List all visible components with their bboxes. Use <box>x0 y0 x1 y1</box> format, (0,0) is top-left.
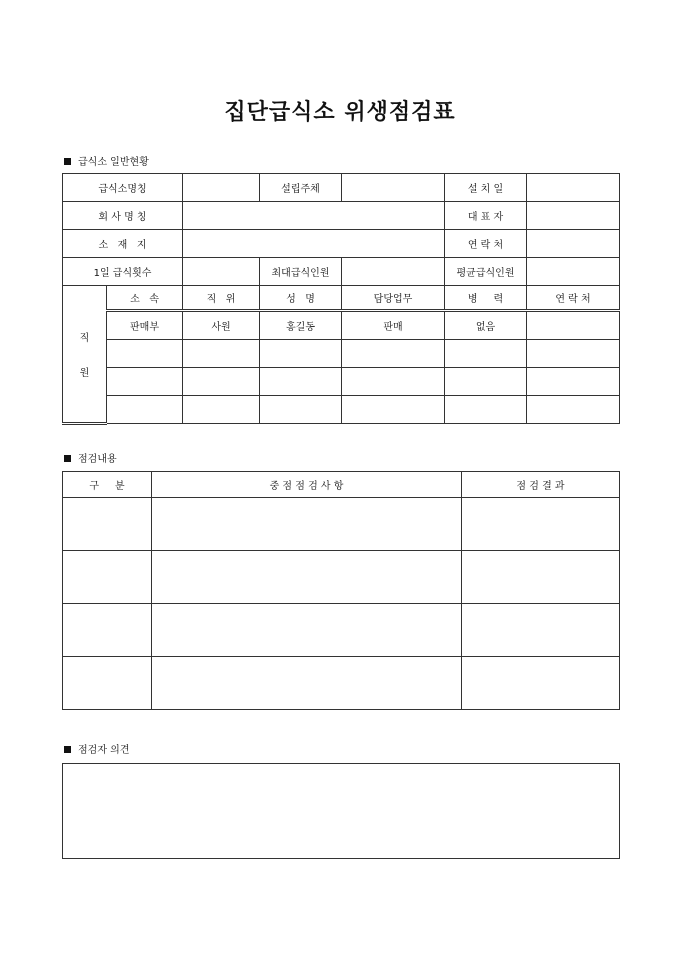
table-row <box>63 258 620 286</box>
items-cell[interactable] <box>152 604 462 657</box>
representative-field[interactable] <box>527 202 620 230</box>
table-row <box>63 202 620 230</box>
staff-col-duty: 담당업무 <box>342 286 445 311</box>
staff-cell[interactable] <box>107 340 183 368</box>
staff-col-dept: 소 속 <box>107 286 183 311</box>
general-info-table <box>62 173 620 425</box>
table-row <box>63 498 620 551</box>
inspection-col-items: 중 점 점 검 사 항 <box>152 472 462 498</box>
founder-field[interactable] <box>342 174 445 202</box>
page-title: 집단급식소 위생점검표 <box>224 100 456 125</box>
staff-col-name: 성 명 <box>260 286 342 311</box>
company-name-field[interactable] <box>183 202 445 230</box>
staff-cell[interactable] <box>342 340 445 368</box>
staff-side-char-2: 원 <box>79 368 90 379</box>
label-daily-meals: 1일 급식횟수 <box>63 258 183 286</box>
staff-cell[interactable] <box>260 368 342 396</box>
result-cell[interactable] <box>462 604 620 657</box>
max-served-field[interactable] <box>342 258 445 286</box>
staff-col-position: 직 위 <box>183 286 260 311</box>
staff-side-char-1: 직 <box>79 333 90 344</box>
staff-cell[interactable]: 홍길동 <box>260 311 342 340</box>
staff-cell[interactable] <box>260 340 342 368</box>
staff-side-label <box>63 286 107 424</box>
staff-cell[interactable]: 판매부 <box>107 311 183 340</box>
table-row <box>63 368 620 396</box>
staff-col-contact: 연 락 처 <box>527 286 620 311</box>
table-row <box>63 396 620 424</box>
staff-cell[interactable] <box>527 368 620 396</box>
staff-cell[interactable] <box>445 368 527 396</box>
staff-cell[interactable] <box>183 368 260 396</box>
result-cell[interactable] <box>462 551 620 604</box>
category-cell[interactable] <box>63 551 152 604</box>
items-cell[interactable] <box>152 551 462 604</box>
staff-cell[interactable]: 판매 <box>342 311 445 340</box>
staff-col-medical: 병 력 <box>445 286 527 311</box>
staff-cell[interactable] <box>183 396 260 424</box>
staff-cell[interactable]: 없음 <box>445 311 527 340</box>
label-founder: 설립주체 <box>260 174 342 202</box>
staff-cell[interactable] <box>445 396 527 424</box>
section-heading-inspection <box>64 450 117 465</box>
category-cell[interactable] <box>63 657 152 710</box>
staff-cell[interactable] <box>183 340 260 368</box>
address-field[interactable] <box>183 230 445 258</box>
inspection-header-row <box>63 472 620 498</box>
staff-cell[interactable] <box>527 340 620 368</box>
category-cell[interactable] <box>63 604 152 657</box>
facility-name-field[interactable] <box>183 174 260 202</box>
table-row <box>63 230 620 258</box>
result-cell[interactable] <box>462 498 620 551</box>
result-cell[interactable] <box>462 657 620 710</box>
label-facility-name: 급식소명칭 <box>63 174 183 202</box>
section-heading-opinion <box>64 741 129 756</box>
inspection-table <box>62 471 620 710</box>
contact-field[interactable] <box>527 230 620 258</box>
square-bullet-icon <box>64 158 71 165</box>
section-heading-text: 급식소 일반현황 <box>78 157 149 168</box>
label-address: 소 재 지 <box>63 230 183 258</box>
staff-cell[interactable] <box>342 396 445 424</box>
staff-cell[interactable] <box>260 396 342 424</box>
category-cell[interactable] <box>63 498 152 551</box>
staff-cell[interactable]: 사원 <box>183 311 260 340</box>
label-contact: 연 락 처 <box>445 230 527 258</box>
inspector-opinion-box[interactable] <box>62 763 620 859</box>
label-established-date: 설 치 일 <box>445 174 527 202</box>
staff-header-row <box>63 286 620 311</box>
label-avg-served: 평균급식인원 <box>445 258 527 286</box>
staff-cell[interactable] <box>445 340 527 368</box>
label-representative: 대 표 자 <box>445 202 527 230</box>
daily-meals-field[interactable] <box>183 258 260 286</box>
staff-cell[interactable] <box>527 311 620 340</box>
table-row <box>63 174 620 202</box>
inspection-col-category: 구 분 <box>63 472 152 498</box>
section-heading-general <box>64 153 149 168</box>
label-max-served: 최대급식인원 <box>260 258 342 286</box>
table-row <box>63 551 620 604</box>
established-date-field[interactable] <box>527 174 620 202</box>
staff-cell[interactable] <box>527 396 620 424</box>
items-cell[interactable] <box>152 498 462 551</box>
section-heading-text: 점검내용 <box>78 454 117 465</box>
table-row <box>63 340 620 368</box>
staff-cell[interactable] <box>107 396 183 424</box>
square-bullet-icon <box>64 746 71 753</box>
label-company-name: 회 사 명 칭 <box>63 202 183 230</box>
section-heading-text: 점검자 의견 <box>78 745 130 756</box>
table-row <box>63 657 620 710</box>
staff-cell[interactable] <box>107 368 183 396</box>
staff-cell[interactable] <box>342 368 445 396</box>
items-cell[interactable] <box>152 657 462 710</box>
table-row <box>63 604 620 657</box>
square-bullet-icon <box>64 455 71 462</box>
avg-served-field[interactable] <box>527 258 620 286</box>
inspection-col-result: 점 검 결 과 <box>462 472 620 498</box>
table-row <box>63 311 620 340</box>
